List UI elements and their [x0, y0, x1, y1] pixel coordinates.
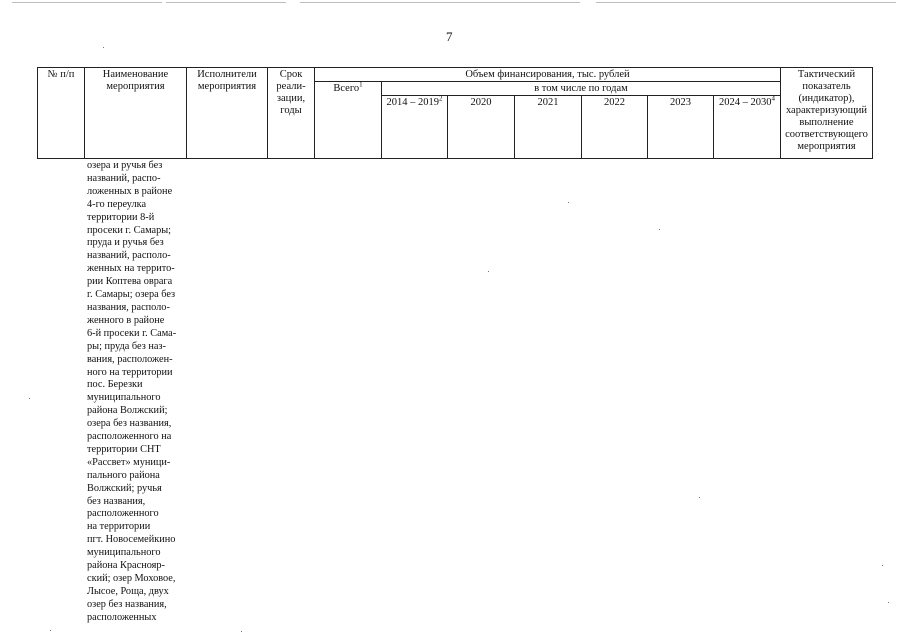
- text-line: на территории: [87, 521, 151, 533]
- text-line: района Краснояр-: [87, 560, 165, 572]
- text-line: 6-й просеки г. Сама-: [87, 327, 177, 339]
- text-line: Волжский; ручья: [87, 482, 162, 494]
- header-num: № п/п: [38, 68, 85, 159]
- text-line: расположенного: [87, 508, 159, 520]
- text-line: расположенных: [87, 611, 157, 623]
- text-line: без названия,: [87, 495, 146, 507]
- text-line: ры; пруда без наз-: [87, 340, 166, 352]
- scan-speck: [488, 271, 489, 272]
- text-line: расположенного на: [87, 431, 172, 443]
- scan-speck: [882, 565, 883, 566]
- text-line: женных на террито-: [87, 263, 175, 275]
- header-year-2022: 2022: [582, 96, 648, 159]
- header-funding: Объем финансирования, тыс. рублей: [315, 68, 781, 82]
- text-line: рии Коптева оврага: [87, 276, 173, 288]
- scan-line: [300, 2, 580, 3]
- text-line: пос. Березки: [87, 379, 143, 391]
- header-name: Наименование мероприятия: [85, 68, 187, 159]
- text-line: вания, расположен-: [87, 353, 173, 365]
- header-year-2024-2030-label: 2024 – 2030: [719, 97, 772, 108]
- scan-speck: [241, 631, 242, 632]
- header-year-2014-2019: [382, 96, 448, 159]
- scan-speck: [50, 630, 51, 631]
- text-line: территории СНТ: [87, 443, 161, 455]
- text-line: названий, распо-: [87, 172, 161, 184]
- text-line: ного на территории: [87, 366, 173, 378]
- header-by-year: в том числе по годам: [382, 82, 781, 96]
- text-line: озера и ручья без: [87, 160, 163, 171]
- text-line: пруда и ручья без: [87, 237, 164, 249]
- header-year-2023: 2023: [648, 96, 714, 159]
- header-year-2024-2030: [714, 96, 781, 159]
- text-line: женного в районе: [87, 314, 165, 326]
- header-indicator: Тактический показатель (индикатор), характеризующий выполнение соответствующего мероприятия: [781, 68, 873, 159]
- scan-line: [12, 2, 162, 3]
- header-term: Срок реали-зации, годы: [268, 68, 315, 159]
- scan-speck: [29, 398, 30, 399]
- text-line: Лысое, Роща, двух: [87, 585, 169, 597]
- header-executors: Исполнители мероприятия: [187, 68, 268, 159]
- text-line: озер без названия,: [87, 598, 167, 610]
- text-line: «Рассвет» муници-: [87, 456, 171, 468]
- text-line: озера без названия,: [87, 418, 172, 430]
- text-line: пального района: [87, 469, 160, 481]
- header-total-label: Всего: [333, 83, 360, 94]
- scan-speck: [103, 47, 104, 48]
- scan-speck: [659, 229, 660, 230]
- header-year-2014-2019-label: 2014 – 2019: [386, 97, 439, 108]
- text-line: муниципального: [87, 547, 161, 559]
- text-line: названия, располо-: [87, 301, 170, 313]
- text-line: г. Самары; озера без: [87, 289, 176, 301]
- header-year-2020: 2020: [448, 96, 515, 159]
- text-line: 4-го переулка: [87, 198, 147, 210]
- header-year-2014-2019-footnote: 2: [439, 94, 443, 103]
- text-line: ложенных в районе: [87, 185, 173, 197]
- scan-speck: [888, 602, 889, 603]
- header-year-2021: 2021: [515, 96, 582, 159]
- text-line: территории 8-й: [87, 211, 155, 223]
- text-line: просеки г. Самары;: [87, 224, 172, 236]
- scan-speck: [568, 202, 569, 203]
- activity-name-continuation: [87, 160, 189, 625]
- text-line: ский; озер Моховое,: [87, 573, 176, 584]
- scan-speck: [699, 497, 700, 498]
- page-number: 7: [446, 29, 453, 44]
- header-year-2024-2030-footnote: 4: [771, 94, 775, 103]
- text-line: названий, располо-: [87, 250, 171, 262]
- header-total: [315, 82, 382, 159]
- text-line: муниципального: [87, 392, 161, 404]
- scan-line: [596, 2, 896, 3]
- scan-line: [166, 2, 286, 3]
- text-line: пгт. Новосемейкино: [87, 534, 176, 546]
- header-total-footnote: 1: [359, 80, 363, 89]
- text-line: района Волжский;: [87, 405, 168, 417]
- funding-table-header: [37, 67, 873, 159]
